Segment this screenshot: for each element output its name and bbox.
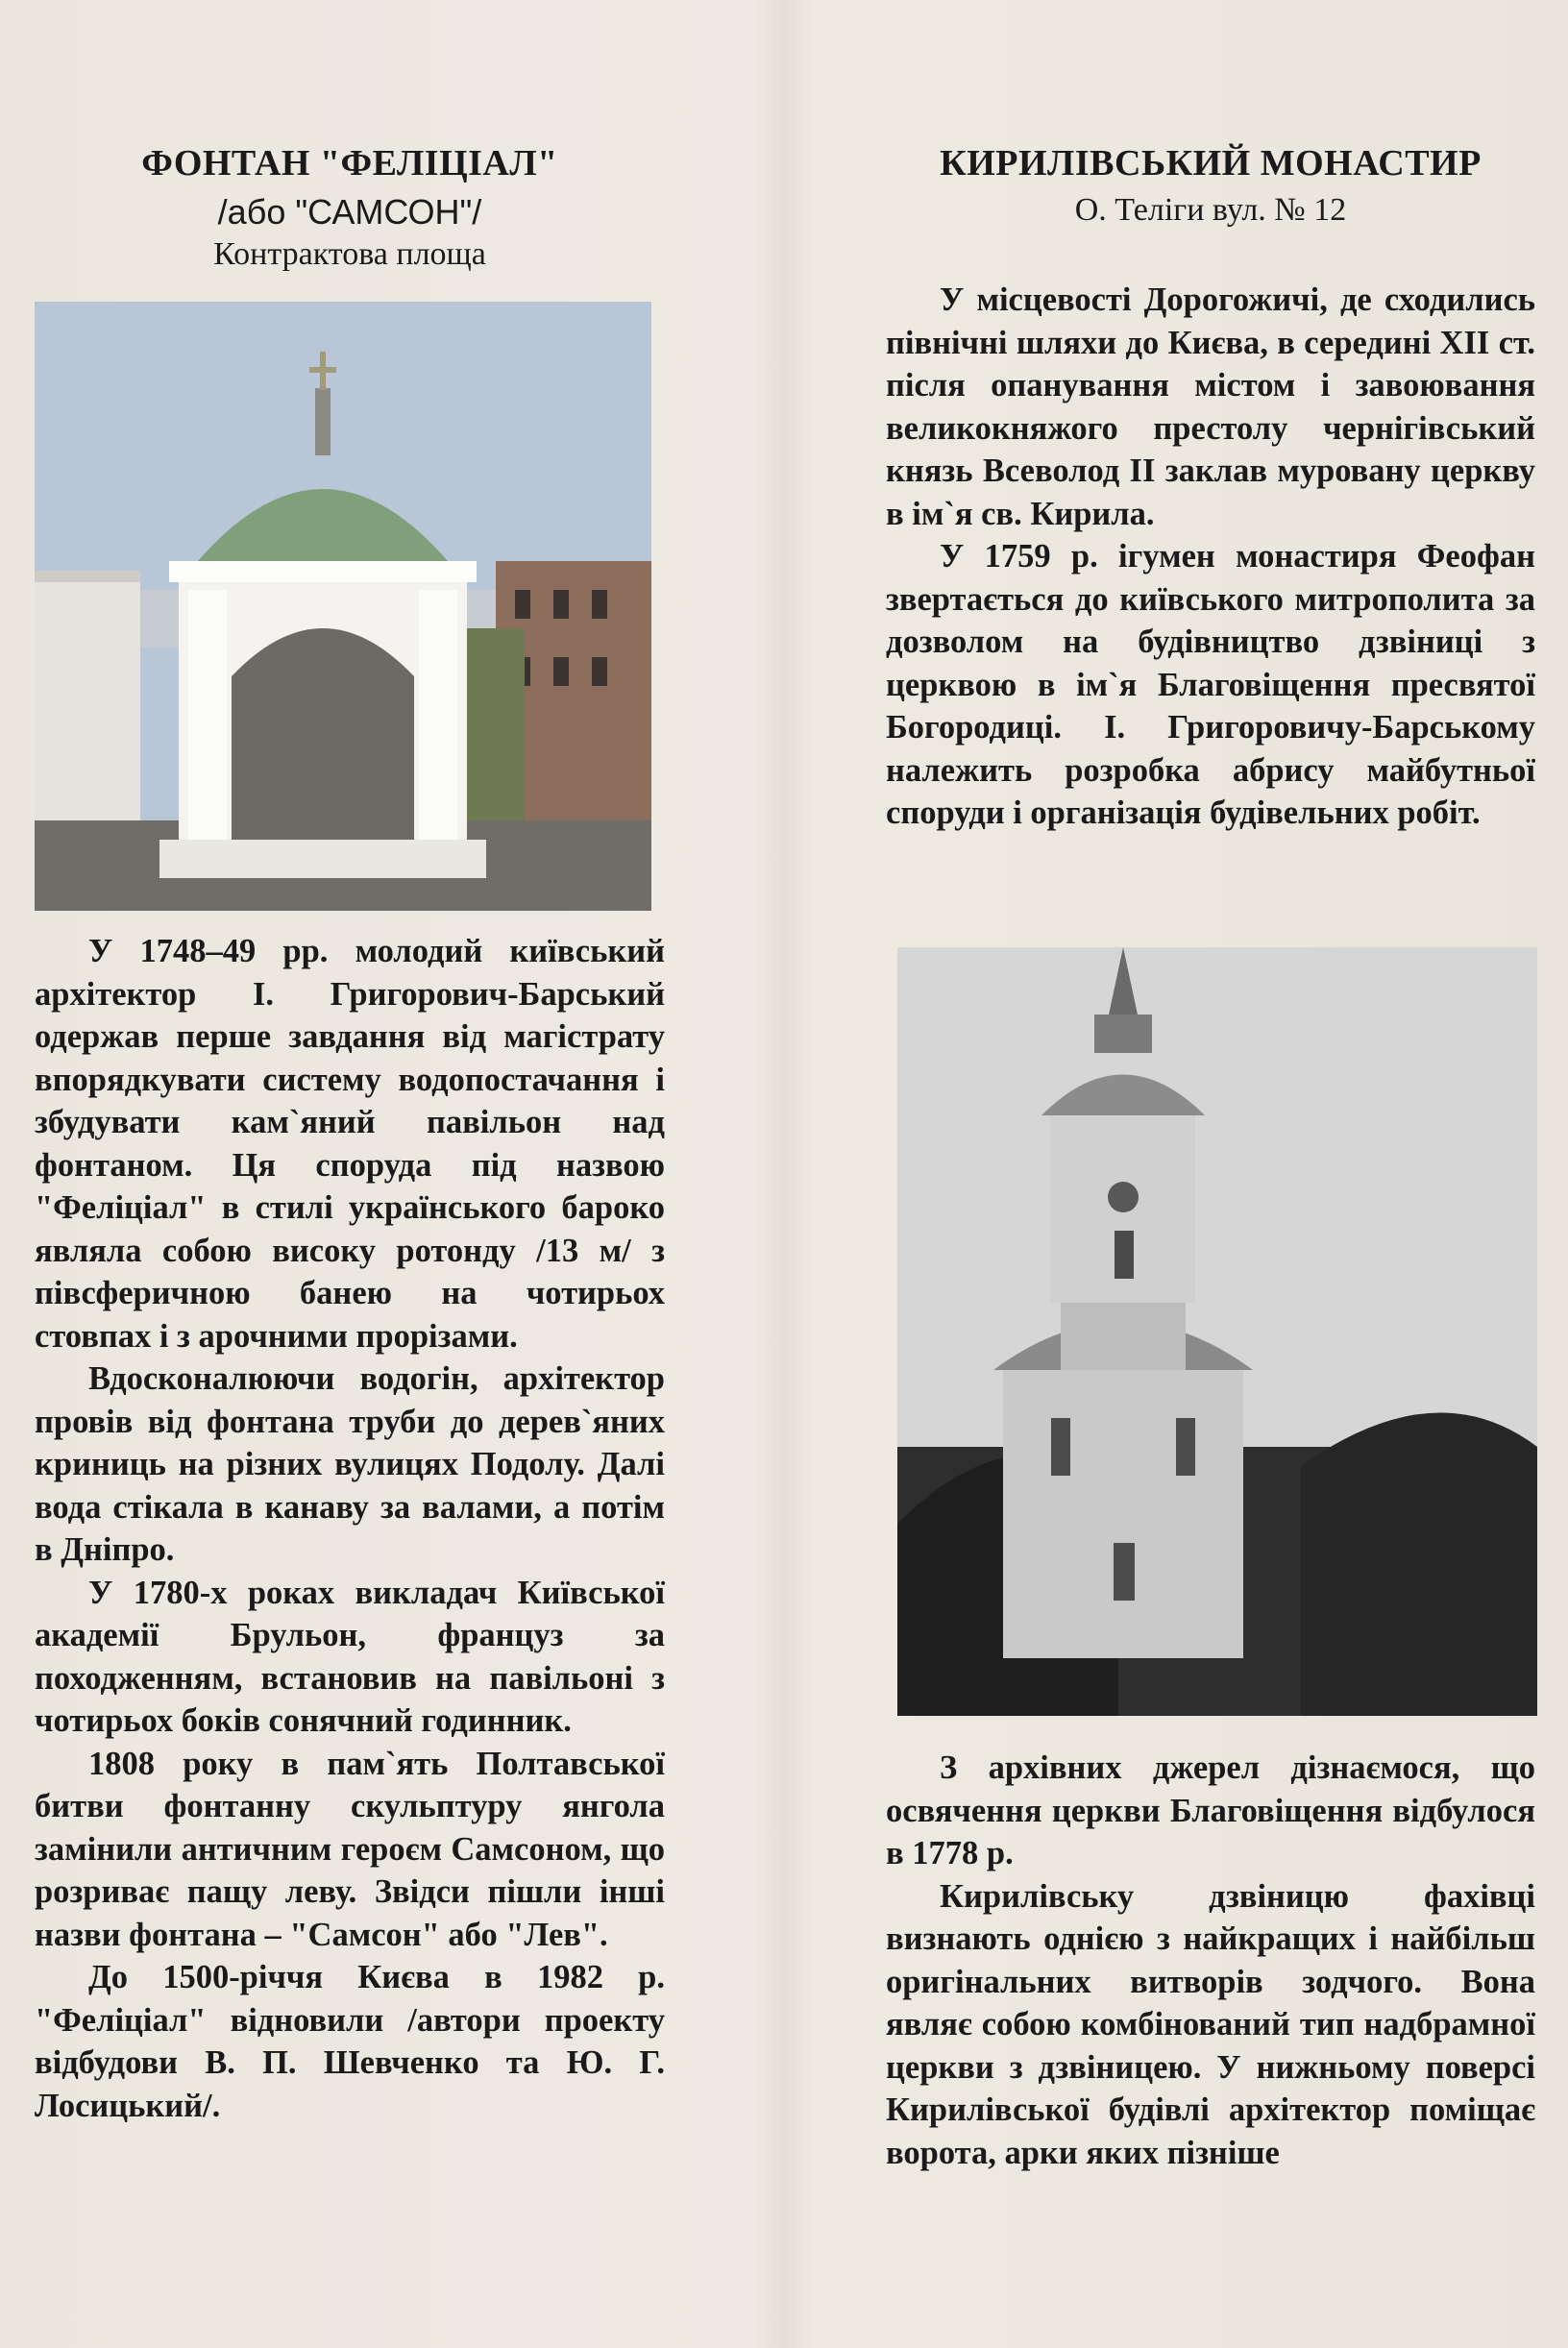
fountain-text [35, 930, 665, 2127]
fountain-paragraph: У 1748–49 рр. молодий київський архітектор І. Григорович-Барський одержав перше завдання від магістрату впорядкувати систему водопостачання і збудувати кам`яний павільон над фонтаном. Ця споруда під назвою "Феліціал" в стилі українського бароко являла собою високу ротонду /13 м/ з півсферичною банею на чотирьох стовпах і з арочними прорізами. [35, 933, 665, 1355]
fountain-paragraph: 1808 року в пам`ять Полтавської битви фонтанну скульптуру янгола замінили античним героєм Самсоном, що розриває пащу леву. Звідси пішли інші назви фонтана – "Самсон" або "Лев". [35, 1745, 665, 1953]
monastery-paragraph: З архівних джерел дізнаємося, що освячення церкви Благовіщення відбулося в 1778 р. [886, 1749, 1535, 1871]
bell-tower-photo [897, 947, 1537, 1716]
fountain-subtitle: /або "САМСОН"/ [217, 192, 482, 232]
fountain-photo [35, 302, 651, 911]
monastery-paragraph: Кирилівську дзвіницю фахівці визнають однією з найкращих і найбільш оригінальних витворів зодчого. Вона являє собою комбінований тип надбрамної церкви з дзвіницею. У нижньому поверсі Кирилівської будівлі архітектор поміщає ворота, арки яких пізніше [886, 1877, 1535, 2171]
fountain-paragraph: До 1500-річчя Києва в 1982 р. "Феліціал" відновили /автори проекту відбудови В. П. Шевченко та Ю. Г. Лосицький/. [35, 1959, 665, 2124]
fountain-pavilion-illustration [35, 302, 651, 911]
monastery-text-top [886, 279, 1535, 835]
fountain-paragraph: У 1780-х роках викладач Київської академії Брульон, француз за походженням, встановив на павільоні з чотирьох боків сонячний годинник. [35, 1574, 665, 1739]
monastery-paragraph: У місцевості Дорогожичі, де сходились північні шляхи до Києва, в середині XII ст. після опанування містом і завоювання великокняжого престолу чернігівський князь Всеволод II заклав муровану церкву в ім`я св. Кирила. [886, 281, 1535, 532]
bell-tower-illustration [897, 947, 1537, 1716]
monastery-text-bottom [886, 1747, 1535, 2174]
fountain-location: Контрактова площа [213, 236, 486, 272]
fountain-paragraph: Вдосконалюючи водогін, архітектор провів від фонтана труби до дерев`яних криниць на різних вулицях Подолу. Далі вода стікала в канаву за валами, а потім в Дніпро. [35, 1360, 665, 1568]
monastery-title: КИРИЛІВСЬКИЙ МОНАСТИР [940, 143, 1482, 183]
monastery-paragraph: У 1759 р. ігумен монастиря Феофан звертається до київського митрополита за дозволом на будівництво дзвіниці з церквою в ім`я Благовіщення пресвятої Богородиці. І. Григоровичу-Барському належить розробка абрису майбутньої споруди і організація будівельних робіт. [886, 538, 1535, 831]
monastery-address: О. Теліги вул. № 12 [1074, 192, 1347, 228]
fountain-title: ФОНТАН "ФЕЛІЦІАЛ" [141, 143, 558, 183]
